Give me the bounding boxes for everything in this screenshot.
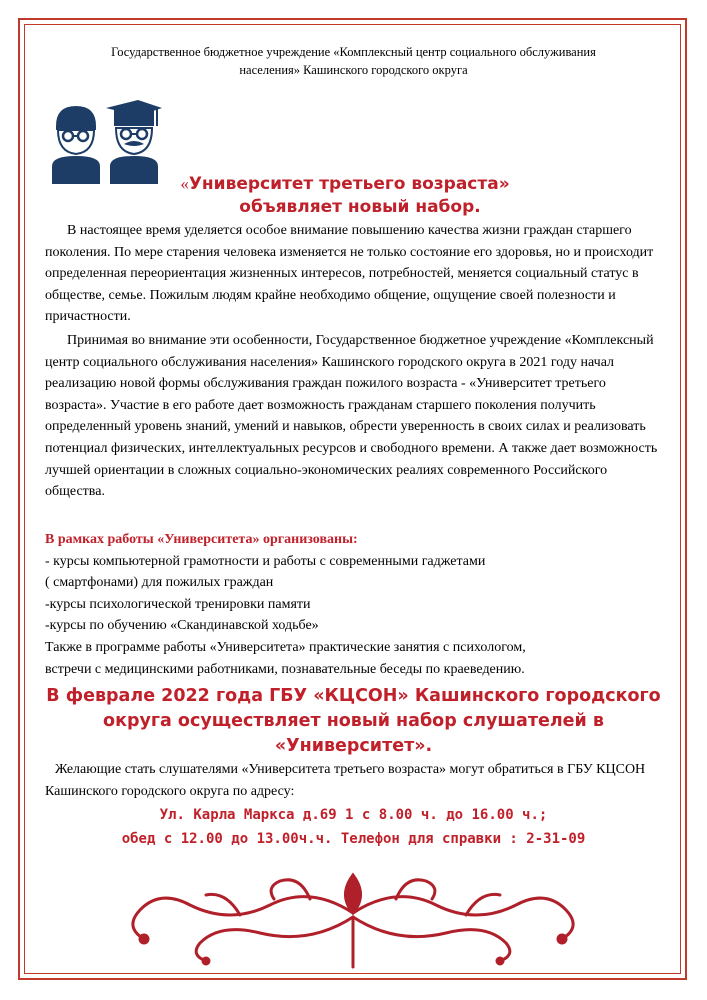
list-item: -курсы по обучению «Скандинавской ходьбе» xyxy=(45,618,319,634)
announcement-line-1: В феврале 2022 года ГБУ «КЦСОН» Кашинского городского xyxy=(46,686,661,706)
title-main: Университет третьего возраста» xyxy=(188,174,510,194)
decorative-ornament xyxy=(110,855,597,973)
hours-phone-line: обед с 12.00 до 13.00ч.ч. Телефон для справки : 2-31-09 xyxy=(121,831,586,847)
paragraph-2: Принимая во внимание эти особенности, Государственное бюджетное учреждение «Комплексный центр социального обслуживания населения» Кашинского городского округа в 2021 году начал реализацию новой формы обслуживания граждан пожилого возраста - «Университет третьего возраста». Участие в его работе дает возможность гражданам старшего поколения получить определенный уровень знаний, умений и навыков, обрести уверенность в своих силах и реализовать потенциал физических, интеллектуальных ресурсов и свободного времени. А также дает возможность лучшей ориентации в сложных социально-экономических реалиях современного Российского общества. xyxy=(45,333,658,500)
contact-details xyxy=(40,803,667,851)
graduates-icon xyxy=(50,100,162,184)
list-item-continued: ( смартфонами) для пожилых граждан xyxy=(45,575,274,591)
program-note: Также в программе работы «Университета» практические занятия с психологом, xyxy=(45,639,526,655)
header-line-2: населения» Кашинского городского округа xyxy=(239,63,468,77)
program-note-continued: встречи с медицинскими работниками, познавательные беседы по краеведению. xyxy=(45,661,525,677)
address-line: Ул. Карла Маркса д.69 1 с 8.00 ч. до 16.00 ч.; xyxy=(159,807,548,823)
title-open-quote: « xyxy=(180,174,189,193)
title-line-2: объявляет новый набор. xyxy=(239,197,481,217)
paragraph-1: В настоящее время уделяется особое внимание повышению качества жизни граждан старшего поколения. По мере старения человека изменяется не только состояние его здоровья, но и происходит определенная переориентация жизненных интересов, потребностей, меняется социальный статус в обществе, семье. Пожилым людям крайне необходимо общение, ощущение своей полезности и причастности. xyxy=(45,223,654,325)
announcement-line-3: «Университет». xyxy=(274,736,433,756)
courses-section xyxy=(45,529,665,680)
title-line-1 xyxy=(150,174,540,194)
list-item: -курсы психологической тренировки памяти xyxy=(45,596,311,612)
announcement xyxy=(38,684,669,759)
list-item: - курсы компьютерной грамотности и работы с современными гаджетами xyxy=(45,553,486,569)
header-line-1: Государственное бюджетное учреждение «Комплексный центр социального обслуживания xyxy=(111,45,596,59)
contact-text: Желающие стать слушателями «Университета третьего возраста» могут обратиться в ГБУ КЦСОН Кашинского городского округа по адресу: xyxy=(45,762,646,799)
announcement-line-2: округа осуществляет новый набор слушателей в xyxy=(103,711,604,731)
courses-heading: В рамках работы «Университета» организованы: xyxy=(45,532,358,547)
organization-header xyxy=(40,43,667,79)
